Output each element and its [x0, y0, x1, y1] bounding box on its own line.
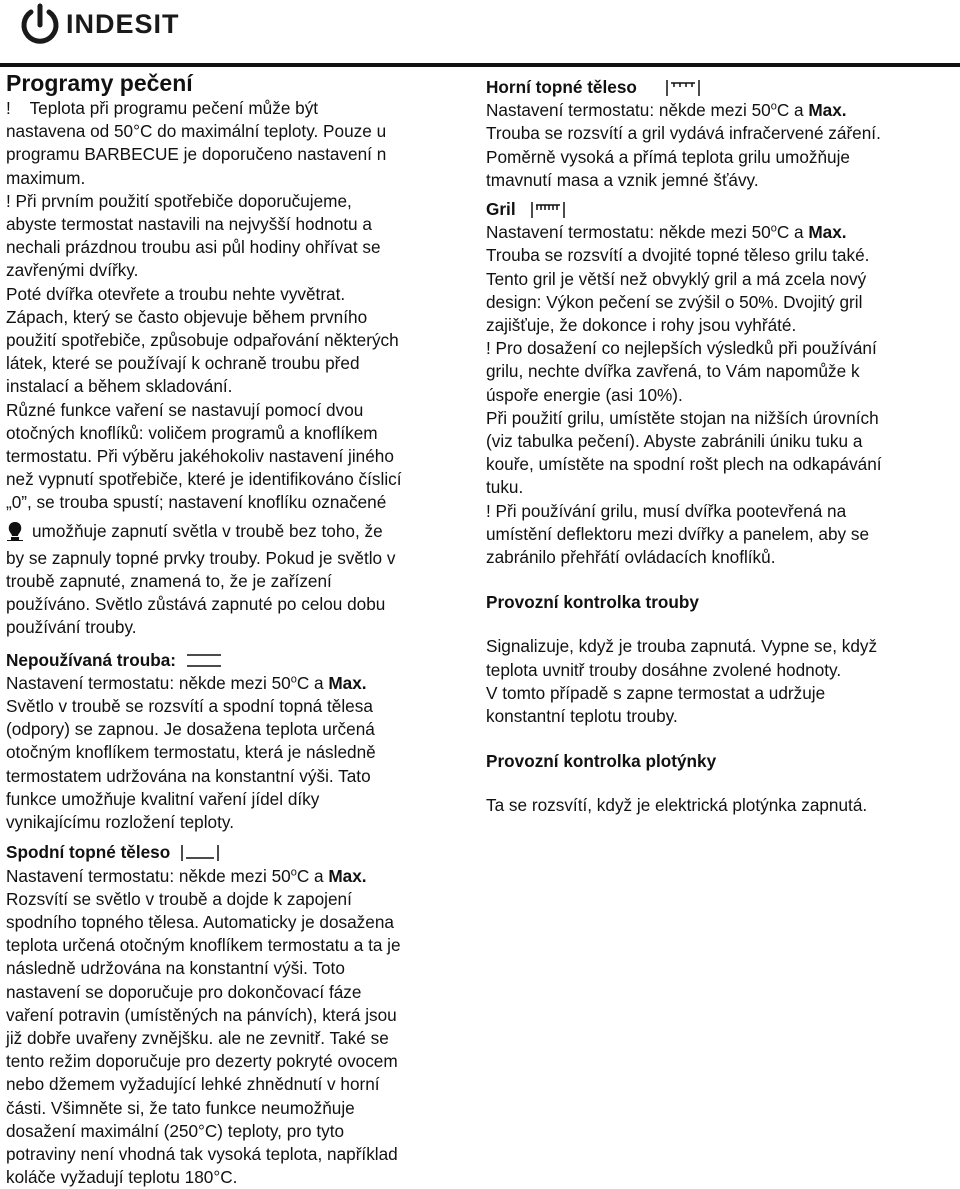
text-line: (viz tabulka pečení). Abyste zabránili úniku tuku a [486, 431, 863, 452]
section-unused-oven [6, 649, 468, 835]
text-line: než vypnutí spotřebiče, které je identifikováno číslicí [6, 469, 402, 490]
left-column [6, 70, 468, 1189]
text-line: spodního topného tělesa. Automaticky je dosažena [6, 911, 394, 932]
text-line: používáno. Světlo zůstává zapnuté po celou dobu [6, 594, 386, 615]
text-line: abyste termostat nastavili na nejvyšší hodnotu a [6, 214, 372, 235]
text-line: zavřenými dvířky. [6, 260, 139, 281]
degree-mark: o [290, 673, 297, 686]
text-line: kouře, umístěte na spodní rošt plech na odkapávání [486, 454, 882, 475]
text-line: umístění deflektoru mezi dvířky a panelem, aby se [486, 523, 870, 544]
text-line: použití spotřebiče, způsobuje odpařování některých [6, 330, 399, 351]
header-divider [0, 63, 960, 67]
text-line: grilu, nechte dvířka zavřená, to Vám napomůže k [486, 361, 860, 382]
section-bottom-element [6, 841, 468, 1189]
text-line: potraviny není vhodná tak vysoká teplota, například [6, 1143, 398, 1164]
oven-light-icon [6, 521, 24, 547]
brand-name: INDESIT [66, 8, 180, 39]
section-heading-text: Spodní topné těleso [6, 842, 171, 863]
double-line-icon [186, 652, 222, 668]
thermostat-text: Nastavení termostatu: někde mezi 50 [486, 100, 771, 121]
indesit-power-logo-icon [18, 3, 62, 45]
degree-mark: o [770, 100, 777, 113]
text-line: následně udržována na konstantní výši. Toto [6, 958, 345, 979]
text-line: tento režim doporučuje pro dezerty pokryté ovocem [6, 1051, 398, 1072]
thermostat-line [6, 672, 468, 695]
spacer [486, 728, 954, 750]
text-line: programu BARBECUE je doporučeno nastavení n [6, 144, 387, 165]
intro-text [6, 97, 468, 640]
text-line: ! Pro dosažení co nejlepších výsledků při používání [486, 338, 877, 359]
text-line: termostatu. Při výběru jakéhokoliv nastavení jiného [6, 446, 394, 467]
text-line: zajišťuje, že dokonce i rohy jsou vyhřáté. [486, 315, 797, 336]
text-line: by se zapnuly topné prvky trouby. Pokud je světlo v [6, 547, 396, 568]
text-line: ! Při prvním použití spotřebiče doporučujeme, [6, 190, 352, 211]
section-heading-text: Gril [486, 199, 516, 220]
text-line: vynikajícímu rozložení teploty. [6, 812, 234, 833]
thermostat-unit: C a [776, 222, 809, 243]
thermostat-unit: C a [776, 100, 809, 121]
text-line: Rozsvítí se světlo v troubě a dojde k zapojení [6, 888, 352, 909]
brand-logo [18, 4, 180, 44]
text-line: teplota uvnitř trouby dosáhne zvolené hodnoty. [486, 659, 842, 680]
text-line: Různé funkce vaření se nastavují pomocí dvou [6, 399, 364, 420]
text-line: látek, které se používají k ochraně troubu před [6, 353, 360, 374]
spacer [486, 569, 954, 591]
text-line: V tomto případě s zapne termostat a udržuje [486, 682, 826, 703]
section-heading [486, 76, 954, 99]
text-line: tmavnutí masa a vznik jemné šťávy. [486, 169, 759, 190]
text-line: již dobře uvařeny zvnějšku. ale ne zevnitř. Také se [6, 1027, 389, 1048]
degree-mark: o [770, 222, 777, 235]
text-line: ! Při používání grilu, musí dvířka pootevřená na [486, 500, 847, 521]
top-element-icon [665, 79, 701, 97]
text-line: nechali prázdnou troubu asi půl hodiny ohřívat se [6, 237, 381, 258]
text-line: Zápach, který se často objevuje během prvního [6, 306, 368, 327]
spacer [486, 614, 954, 635]
section-grill [486, 198, 954, 569]
thermostat-unit: C a [296, 865, 329, 886]
text-line: části. Všimněte si, že tato funkce neumožňuje [6, 1097, 355, 1118]
thermostat-max: Max. [328, 865, 367, 886]
text-line: konstantní teplotu trouby. [486, 706, 678, 727]
text-line: troubě zapnuté, znamená to, že je zařízení [6, 571, 332, 592]
text-line: nastavení se doporučuje pro dokončovací fáze [6, 981, 362, 1002]
section-heading [6, 841, 468, 864]
text-line: funkce umožňuje kvalitní vaření jídel díky [6, 788, 320, 809]
text-line: Tento gril je větší než obvyklý gril a má zcela nový [486, 268, 867, 289]
text-line: otočným knoflíkem termostatu, která je následně [6, 742, 376, 763]
text-line: tuku. [486, 477, 524, 498]
section-heading-oven-lamp: Provozní kontrolka trouby [486, 592, 699, 613]
light-line-text: umožňuje zapnutí světla v troubě bez toho, že [32, 520, 383, 541]
section-heading [486, 198, 954, 221]
text-line: instalací a během skladování. [6, 376, 233, 397]
text-line: nebo džemem vyžadující lehké zhnědnutí v horní [6, 1074, 380, 1095]
text-line: Poměrně vysoká a přímá teplota grilu umožňuje [486, 146, 850, 167]
text-line: ! Teplota při programu pečení může být [6, 98, 319, 118]
light-line [6, 520, 468, 547]
text-line: (odpory) se zapnou. Je dosažena teplota určená [6, 719, 375, 740]
text-line: vaření potravin (umístěných na pánvích), která jsou [6, 1004, 397, 1025]
text-line: otočných knoflíků: voličem programů a knoflíkem [6, 422, 378, 443]
thermostat-max: Max. [328, 672, 367, 693]
text-line: zabránilo přehřátí ovládacích knoflíků. [486, 547, 776, 568]
thermostat-text: Nastavení termostatu: někde mezi 50 [486, 222, 771, 243]
spacer [486, 773, 954, 794]
text-line: termostatem udržována na konstantní výši. Tato [6, 765, 371, 786]
text-line: design: Výkon pečení se zvýšil o 50%. Dvojitý gril [486, 291, 863, 312]
section-heading-text: Nepoužívaná trouba: [6, 649, 176, 670]
text-line: Při použití grilu, umístěte stojan na nižších úrovních [486, 407, 879, 428]
thermostat-line [6, 865, 468, 888]
text-line: Poté dvířka otevřete a troubu nehte vyvětrat. [6, 283, 346, 304]
thermostat-text: Nastavení termostatu: někde mezi 50 [6, 865, 291, 886]
thermostat-line [486, 221, 954, 244]
text-line: nastavena od 50°C do maximální teploty. Pouze u [6, 121, 387, 142]
text-line: dosažení maximální (250°C) teploty, pro tyto [6, 1120, 345, 1141]
text-line: koláče vyžadují teplotu 180°C. [6, 1167, 238, 1188]
thermostat-max: Max. [808, 100, 847, 121]
text-line: Trouba se rozsvítí a gril vydává infračervené záření. [486, 123, 881, 144]
thermostat-line [486, 99, 954, 122]
grill-element-icon [530, 201, 566, 219]
thermostat-unit: C a [296, 672, 329, 693]
text-line: Trouba se rozsvítí a dvojité topné těleso grilu také. [486, 245, 870, 266]
text-line: Signalizuje, když je trouba zapnutá. Vypne se, když [486, 636, 878, 657]
right-column [486, 76, 954, 818]
text-line: úspoře energie (asi 10%). [486, 384, 683, 405]
thermostat-max: Max. [808, 222, 847, 243]
bottom-element-icon [180, 844, 220, 862]
section-heading-text: Horní topné těleso [486, 77, 637, 97]
text-line: používání trouby. [6, 617, 137, 638]
text-line: Ta se rozsvítí, když je elektrická plotýnka zapnutá. [486, 795, 868, 816]
section-top-element [486, 76, 954, 192]
section-heading-hob-lamp: Provozní kontrolka plotýnky [486, 751, 717, 772]
text-line: „0”, se trouba spustí; nastavení knoflíku označené [6, 492, 387, 513]
section-heading [6, 649, 468, 672]
degree-mark: o [290, 865, 297, 878]
text-line: maximum. [6, 167, 86, 188]
text-line: Světlo v troubě se rozsvítí a spodní topná tělesa [6, 696, 373, 717]
page-title: Programy pečení [6, 70, 193, 96]
thermostat-text: Nastavení termostatu: někde mezi 50 [6, 672, 291, 693]
text-line: teplota určená otočným knoflíkem termostatu a ta je [6, 935, 401, 956]
